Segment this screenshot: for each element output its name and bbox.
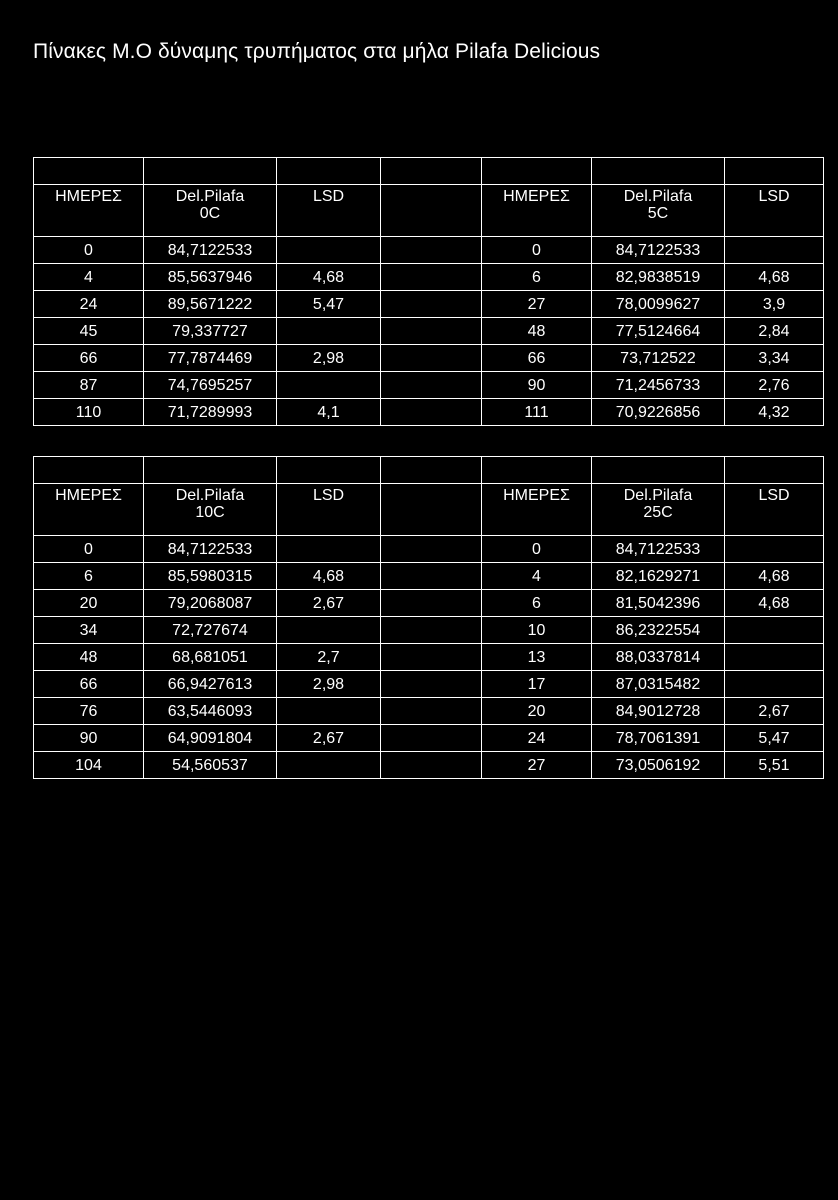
cell-value: 77,5124664	[592, 318, 725, 345]
cell-value: 74,7695257	[144, 372, 277, 399]
cell-lsd: 5,47	[725, 725, 824, 752]
cell-days: 24	[482, 725, 592, 752]
empty-cell	[277, 158, 381, 185]
cell-value: 71,7289993	[144, 399, 277, 426]
table-row	[34, 671, 824, 698]
cell-lsd	[725, 237, 824, 264]
cell-lsd: 2,7	[277, 644, 381, 671]
empty-cell	[725, 158, 824, 185]
column-gap	[381, 345, 482, 372]
cell-days: 34	[34, 617, 144, 644]
cell-lsd: 2,84	[725, 318, 824, 345]
cell-lsd	[725, 617, 824, 644]
cell-lsd	[277, 536, 381, 563]
cell-lsd	[277, 617, 381, 644]
cell-days: 104	[34, 752, 144, 779]
header-days-label: ΗΜΕΡΕΣ	[55, 188, 122, 205]
cell-lsd: 4,68	[725, 264, 824, 291]
cell-value: 64,9091804	[144, 725, 277, 752]
cell-days: 48	[34, 644, 144, 671]
header-lsd	[277, 484, 381, 536]
cell-days: 66	[482, 345, 592, 372]
table-spacer-row	[34, 457, 824, 484]
header-days-label: ΗΜΕΡΕΣ	[503, 487, 570, 504]
column-gap	[381, 291, 482, 318]
header-lsd-label: LSD	[312, 487, 345, 504]
cell-days: 27	[482, 752, 592, 779]
empty-cell	[34, 457, 144, 484]
cell-value: 85,5980315	[144, 563, 277, 590]
cell-days: 0	[34, 237, 144, 264]
cell-value: 88,0337814	[592, 644, 725, 671]
cell-days: 111	[482, 399, 592, 426]
cell-lsd: 4,68	[277, 264, 381, 291]
header-days	[34, 185, 144, 237]
header-variety-label: Del.Pilafa	[623, 188, 693, 205]
column-gap	[381, 264, 482, 291]
cell-value: 78,0099627	[592, 291, 725, 318]
cell-value: 85,5637946	[144, 264, 277, 291]
column-gap	[381, 484, 482, 536]
cell-lsd: 3,9	[725, 291, 824, 318]
header-lsd-label: LSD	[758, 188, 790, 205]
table-spacer-row	[34, 158, 824, 185]
header-days	[34, 484, 144, 536]
column-gap	[381, 671, 482, 698]
cell-lsd	[277, 372, 381, 399]
table-row	[34, 698, 824, 725]
cell-days: 0	[482, 237, 592, 264]
table-row	[34, 264, 824, 291]
cell-value: 86,2322554	[592, 617, 725, 644]
empty-cell	[592, 158, 725, 185]
header-variety	[144, 484, 277, 536]
cell-days: 0	[34, 536, 144, 563]
column-gap	[381, 185, 482, 237]
cell-value: 73,0506192	[592, 752, 725, 779]
table-row	[34, 318, 824, 345]
column-gap	[381, 318, 482, 345]
header-lsd-label: LSD	[758, 487, 790, 504]
header-days	[482, 185, 592, 237]
cell-value: 87,0315482	[592, 671, 725, 698]
empty-cell	[381, 158, 482, 185]
cell-lsd: 4,68	[725, 563, 824, 590]
empty-cell	[592, 457, 725, 484]
cell-lsd: 3,34	[725, 345, 824, 372]
cell-lsd	[725, 536, 824, 563]
cell-lsd	[277, 698, 381, 725]
cell-value: 84,9012728	[592, 698, 725, 725]
column-gap	[381, 752, 482, 779]
header-variety-label: Del.Pilafa	[175, 487, 245, 504]
cell-value: 68,681051	[144, 644, 277, 671]
cell-value: 82,9838519	[592, 264, 725, 291]
cell-days: 66	[34, 345, 144, 372]
cell-lsd: 5,51	[725, 752, 824, 779]
cell-lsd	[277, 237, 381, 264]
table-row	[34, 536, 824, 563]
table-row	[34, 590, 824, 617]
cell-lsd: 4,32	[725, 399, 824, 426]
cell-value: 89,5671222	[144, 291, 277, 318]
empty-cell	[144, 457, 277, 484]
header-days-label: ΗΜΕΡΕΣ	[503, 188, 570, 205]
empty-cell	[277, 457, 381, 484]
empty-cell	[482, 457, 592, 484]
table-header-row	[34, 484, 824, 536]
cell-days: 87	[34, 372, 144, 399]
column-gap	[381, 563, 482, 590]
header-lsd	[725, 185, 824, 237]
cell-days: 90	[34, 725, 144, 752]
empty-cell	[144, 158, 277, 185]
empty-cell	[381, 457, 482, 484]
header-lsd-label: LSD	[312, 188, 345, 205]
header-variety-temperature: 5C	[647, 205, 669, 222]
table-row	[34, 237, 824, 264]
cell-lsd: 5,47	[277, 291, 381, 318]
header-variety	[592, 185, 725, 237]
cell-lsd: 4,68	[277, 563, 381, 590]
column-gap	[381, 590, 482, 617]
table-row	[34, 563, 824, 590]
header-variety-temperature: 0C	[199, 205, 221, 222]
cell-days: 20	[482, 698, 592, 725]
cell-days: 45	[34, 318, 144, 345]
cell-value: 78,7061391	[592, 725, 725, 752]
cell-days: 6	[482, 264, 592, 291]
header-lsd	[277, 185, 381, 237]
cell-days: 90	[482, 372, 592, 399]
column-gap	[381, 237, 482, 264]
column-gap	[381, 644, 482, 671]
cell-lsd: 2,67	[277, 725, 381, 752]
table-row	[34, 725, 824, 752]
cell-lsd: 2,76	[725, 372, 824, 399]
header-variety	[592, 484, 725, 536]
cell-value: 73,712522	[592, 345, 725, 372]
column-gap	[381, 698, 482, 725]
cell-days: 13	[482, 644, 592, 671]
cell-value: 84,7122533	[592, 237, 725, 264]
column-gap	[381, 617, 482, 644]
empty-cell	[482, 158, 592, 185]
cell-days: 6	[34, 563, 144, 590]
header-variety-temperature: 10C	[195, 504, 225, 521]
header-variety-label: Del.Pilafa	[623, 487, 693, 504]
column-gap	[381, 372, 482, 399]
cell-value: 72,727674	[144, 617, 277, 644]
cell-value: 84,7122533	[144, 536, 277, 563]
cell-value: 84,7122533	[592, 536, 725, 563]
table-row	[34, 291, 824, 318]
cell-lsd: 4,68	[725, 590, 824, 617]
cell-days: 0	[482, 536, 592, 563]
cell-value: 71,2456733	[592, 372, 725, 399]
column-gap	[381, 725, 482, 752]
page-title: Πίνακες Μ.Ο δύναμης τρυπήματος στα μήλα Pilafa Delicious	[33, 40, 601, 63]
table-bottom	[33, 456, 824, 779]
cell-lsd	[277, 752, 381, 779]
cell-days: 66	[34, 671, 144, 698]
table-row	[34, 399, 824, 426]
column-gap	[381, 536, 482, 563]
cell-lsd: 2,98	[277, 345, 381, 372]
cell-days: 48	[482, 318, 592, 345]
cell-lsd	[277, 318, 381, 345]
header-days-label: ΗΜΕΡΕΣ	[55, 487, 122, 504]
table-row	[34, 752, 824, 779]
cell-value: 77,7874469	[144, 345, 277, 372]
cell-lsd: 2,98	[277, 671, 381, 698]
cell-value: 84,7122533	[144, 237, 277, 264]
cell-days: 4	[34, 264, 144, 291]
header-variety	[144, 185, 277, 237]
table-row	[34, 345, 824, 372]
cell-days: 20	[34, 590, 144, 617]
cell-value: 70,9226856	[592, 399, 725, 426]
header-variety-label: Del.Pilafa	[175, 188, 245, 205]
table-header-row	[34, 185, 824, 237]
empty-cell	[725, 457, 824, 484]
cell-lsd: 2,67	[725, 698, 824, 725]
cell-value: 79,337727	[144, 318, 277, 345]
empty-cell	[34, 158, 144, 185]
cell-days: 6	[482, 590, 592, 617]
column-gap	[381, 399, 482, 426]
cell-days: 110	[34, 399, 144, 426]
header-days	[482, 484, 592, 536]
cell-days: 24	[34, 291, 144, 318]
header-lsd	[725, 484, 824, 536]
cell-lsd	[725, 644, 824, 671]
cell-lsd: 4,1	[277, 399, 381, 426]
cell-value: 63,5446093	[144, 698, 277, 725]
header-variety-temperature: 25C	[643, 504, 673, 521]
cell-days: 10	[482, 617, 592, 644]
table-row	[34, 644, 824, 671]
cell-lsd	[725, 671, 824, 698]
table-row	[34, 617, 824, 644]
cell-value: 82,1629271	[592, 563, 725, 590]
cell-days: 4	[482, 563, 592, 590]
cell-days: 76	[34, 698, 144, 725]
cell-days: 27	[482, 291, 592, 318]
cell-days: 17	[482, 671, 592, 698]
cell-lsd: 2,67	[277, 590, 381, 617]
cell-value: 81,5042396	[592, 590, 725, 617]
cell-value: 66,9427613	[144, 671, 277, 698]
cell-value: 79,2068087	[144, 590, 277, 617]
table-top	[33, 157, 824, 426]
table-row	[34, 372, 824, 399]
cell-value: 54,560537	[144, 752, 277, 779]
